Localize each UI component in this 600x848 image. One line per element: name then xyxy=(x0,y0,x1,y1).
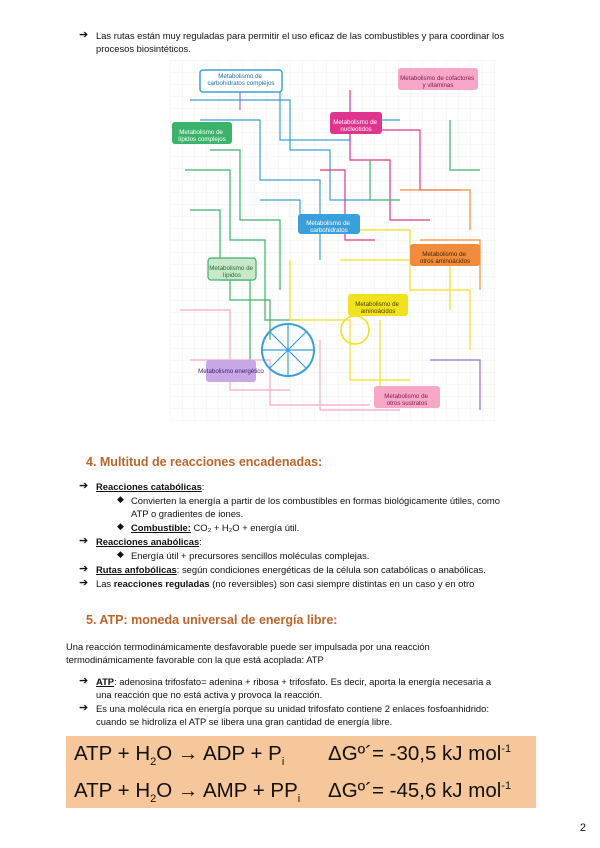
diamond-bullet-icon: ◆ xyxy=(117,521,124,531)
map-label-carbohydrates: Metabolismo de carbohidratos xyxy=(306,220,350,234)
map-label-lipids: Metabolismo de lípidos xyxy=(209,265,253,279)
arrow-bullet-icon: ➔ xyxy=(79,29,89,41)
catabolic-desc-2: ATP o gradientes de iones. xyxy=(131,508,244,519)
map-label-other-aa: Metabolismo de otros aminoácidos xyxy=(419,251,471,265)
map-label-nucleotides: Metabolismo de nucleótidos xyxy=(333,119,377,133)
map-label-energy: Metabolismo energético xyxy=(198,368,264,375)
map-label-lipid-complex: Metabolismo de lípidos complejos xyxy=(178,129,226,143)
equation-2-delta-g: ΔGº´= -45,6 kJ mol$^{-1}$ xyxy=(328,779,512,802)
atp-line-1: ATP: adenosina trifosfato= adenina + ribosa + trifosfato. Es decir, aporta la energía necesaria a xyxy=(96,676,492,687)
intro-line-1: Las rutas están muy reguladas para permitir el uso eficaz de las combustibles y para coordinar los xyxy=(96,30,505,41)
map-label-amino-acids: Metabolismo de aminoácidos xyxy=(355,301,399,315)
catabolic-line: Reacciones catabólicas: xyxy=(96,481,205,492)
map-label-carb-complex: Metabolismo de carbohidratos complejos xyxy=(207,73,275,87)
metabolic-map xyxy=(170,60,495,423)
catabolic-desc-1: Convierten la energía a partir de los combustibles en formas biológicamente útiles, como xyxy=(131,495,500,506)
page-number: 2 xyxy=(579,822,586,834)
map-label-other-substrates: Metabolismo de otros sustratos xyxy=(384,393,428,407)
section-5-para-2: termodinámicamente favorable con la que está acoplada: ATP xyxy=(66,654,324,665)
rich-line-2: cuando se hidroliza el ATP se libera una gran cantidad de energía libre. xyxy=(96,716,393,727)
diamond-bullet-icon: ◆ xyxy=(117,494,124,504)
intro-line-2: procesos biosintéticos. xyxy=(96,43,191,54)
regulated-line: Las reacciones reguladas (no reversibles) son casi siempre distintas en un caso y en otro xyxy=(96,578,475,589)
map-label-cofactors: Metabolismo de cofactores y vitaminas xyxy=(400,75,475,89)
equation-2: ATP + $H_2O$ → AMP + $PP_i$ xyxy=(74,779,301,806)
diamond-bullet-icon: ◆ xyxy=(117,549,124,559)
section-5-title: 5. ATP: moneda universal de energía libre: xyxy=(86,613,338,627)
arrow-bullet-icon: ➔ xyxy=(79,535,89,547)
arrow-bullet-icon: ➔ xyxy=(79,702,89,714)
fuel-line: Combustible: CO₂ + H₂O + energía útil. xyxy=(131,522,300,533)
anabolic-line: Reacciones anabólicas: xyxy=(96,536,202,547)
section-5-para-1: Una reacción termodinámicamente desfavorable puede ser impulsada por una reacción xyxy=(66,641,430,652)
equation-1-delta-g: ΔGº´= -30,5 kJ mol$^{-1}$ xyxy=(328,742,512,765)
arrow-bullet-icon: ➔ xyxy=(79,577,89,589)
rich-line-1: Es una molécula rica en energía porque su unidad trifosfato contiene 2 enlaces fosfoanhidrido: xyxy=(96,703,489,714)
anabolic-desc: Energía útil + precursores sencillos moléculas complejas. xyxy=(131,550,370,561)
arrow-bullet-icon: ➔ xyxy=(79,480,89,492)
arrow-bullet-icon: ➔ xyxy=(79,675,89,687)
atp-line-2: una reacción que no está activa y provoca la reacción. xyxy=(96,689,323,700)
arrow-bullet-icon: ➔ xyxy=(79,563,89,575)
equations-box xyxy=(66,736,536,808)
anfibolic-line: Rutas anfobólicas: según condiciones energéticas de la célula son catabólicas o anabólicas. xyxy=(96,564,486,575)
section-4-title: 4. Multitud de reacciones encadenadas: xyxy=(86,455,323,469)
equation-1: ATP + $H_2O$ → ADP + $P_i$ xyxy=(74,742,285,769)
